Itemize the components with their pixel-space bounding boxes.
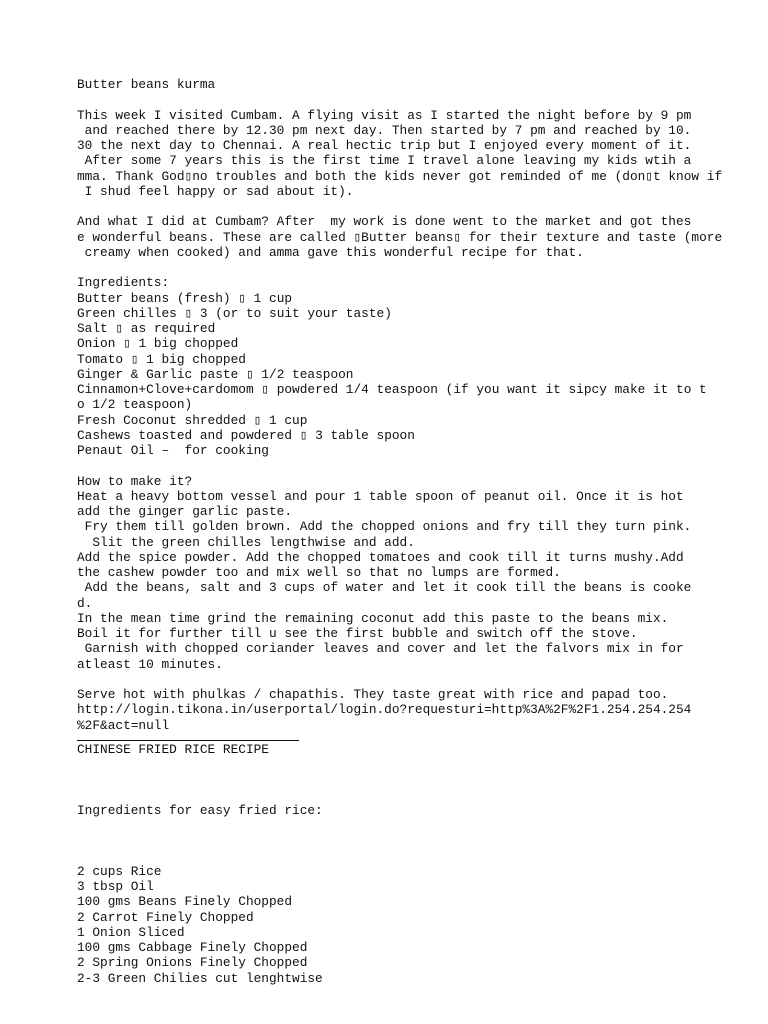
- text-line: Heat a heavy bottom vessel and pour 1 table spoon of peanut oil. Once it is hot: [77, 488, 684, 504]
- text-line: Fry them till golden brown. Add the chopped onions and fry till they turn pink.: [77, 519, 692, 535]
- ingredients-heading: Ingredients for easy fried rice:: [77, 802, 323, 818]
- list-item: Fresh Coconut shredded ▯ 1 cup: [77, 412, 308, 428]
- list-item: 100 gms Beans Finely Chopped: [77, 894, 293, 910]
- list-item: Cashews toasted and powdered ▯ 3 table spoon: [77, 427, 415, 443]
- text-line: add the ginger garlic paste.: [77, 504, 293, 519]
- text-line: atleast 10 minutes.: [77, 656, 223, 672]
- list-item: 3 tbsp Oil: [77, 879, 154, 894]
- text-line: d.: [77, 595, 93, 611]
- text-line: This week I visited Cumbam. A flying visit as I started the night before by 9 pm: [77, 107, 692, 123]
- ingredients-list: [77, 291, 757, 459]
- text-line: e wonderful beans. These are called ▯Butter beans▯ for their texture and taste (more: [77, 229, 723, 245]
- list-item: Onion ▯ 1 big chopped: [77, 336, 239, 352]
- list-item: Penaut Oil – for cooking: [77, 443, 269, 458]
- market-paragraph: [77, 214, 757, 260]
- ingredients-list: [77, 864, 757, 986]
- text-line: the cashew powder too and mix well so that no lumps are formed.: [77, 565, 561, 580]
- text-line: 30 the next day to Chennai. A real hectic trip but I enjoyed every moment of it.: [77, 138, 692, 153]
- ingredients-heading: Ingredients:: [77, 275, 170, 291]
- text-line: Serve hot with phulkas / chapathis. They taste great with rice and papad too.: [77, 687, 669, 702]
- list-item: Butter beans (fresh) ▯ 1 cup: [77, 290, 293, 306]
- list-item: Salt ▯ as required: [77, 321, 216, 336]
- recipe-title: Butter beans kurma: [77, 77, 216, 92]
- list-item: 2 Carrot Finely Chopped: [77, 909, 254, 925]
- text-line: After some 7 years this is the first time I travel alone leaving my kids wtih a: [77, 153, 692, 169]
- text-line: Add the spice powder. Add the chopped tomatoes and cook till it turns mushy.Add: [77, 549, 684, 565]
- text-line: And what I did at Cumbam? After my work is done went to the market and got thes: [77, 214, 692, 230]
- text-line: Boil it for further till u see the first bubble and switch off the stove.: [77, 626, 638, 641]
- list-item: 100 gms Cabbage Finely Chopped: [77, 940, 308, 955]
- method-heading: How to make it?: [77, 473, 193, 489]
- list-item: 1 Onion Sliced: [77, 924, 185, 940]
- recipe-title: CHINESE FRIED RICE RECIPE: [77, 741, 269, 757]
- text-line: In the mean time grind the remaining coconut add this paste to the beans mix.: [77, 610, 669, 626]
- url-line: %2F&act=null: [77, 717, 170, 733]
- text-line: Slit the green chilles lengthwise and add.: [77, 534, 415, 550]
- list-item: Cinnamon+Clove+cardomom ▯ powdered 1/4 teaspoon (if you want it sipcy make it to t: [77, 382, 707, 397]
- list-item: Ginger & Garlic paste ▯ 1/2 teaspoon: [77, 366, 354, 382]
- list-item: o 1/2 teaspoon): [77, 397, 193, 413]
- list-item: Tomato ▯ 1 big chopped: [77, 351, 246, 367]
- text-line: Add the beans, salt and 3 cups of water and let it cook till the beans is cooke: [77, 580, 692, 596]
- serve-paragraph: [77, 687, 757, 733]
- list-item: Green chilles ▯ 3 (or to suit your taste): [77, 305, 392, 321]
- list-item: 2 cups Rice: [77, 863, 162, 879]
- text-line: I shud feel happy or sad about it).: [77, 183, 354, 199]
- list-item: 2 Spring Onions Finely Chopped: [77, 955, 308, 971]
- intro-paragraph: [77, 108, 757, 200]
- method-steps: [77, 489, 757, 672]
- text-line: and reached there by 12.30 pm next day. Then started by 7 pm and reached by 10.: [77, 122, 692, 138]
- document-page: [77, 77, 757, 986]
- text-line: Garnish with chopped coriander leaves and cover and let the falvors mix in for: [77, 641, 684, 657]
- section-divider: [77, 740, 299, 741]
- list-item: 2-3 Green Chilies cut lenghtwise: [77, 970, 323, 986]
- url-line: http://login.tikona.in/userportal/login.do?requesturi=http%3A%2F%2F1.254.254.254: [77, 702, 692, 718]
- text-line: mma. Thank God▯no troubles and both the kids never got reminded of me (don▯t know if: [77, 168, 723, 184]
- text-line: creamy when cooked) and amma gave this wonderful recipe for that.: [77, 244, 584, 260]
